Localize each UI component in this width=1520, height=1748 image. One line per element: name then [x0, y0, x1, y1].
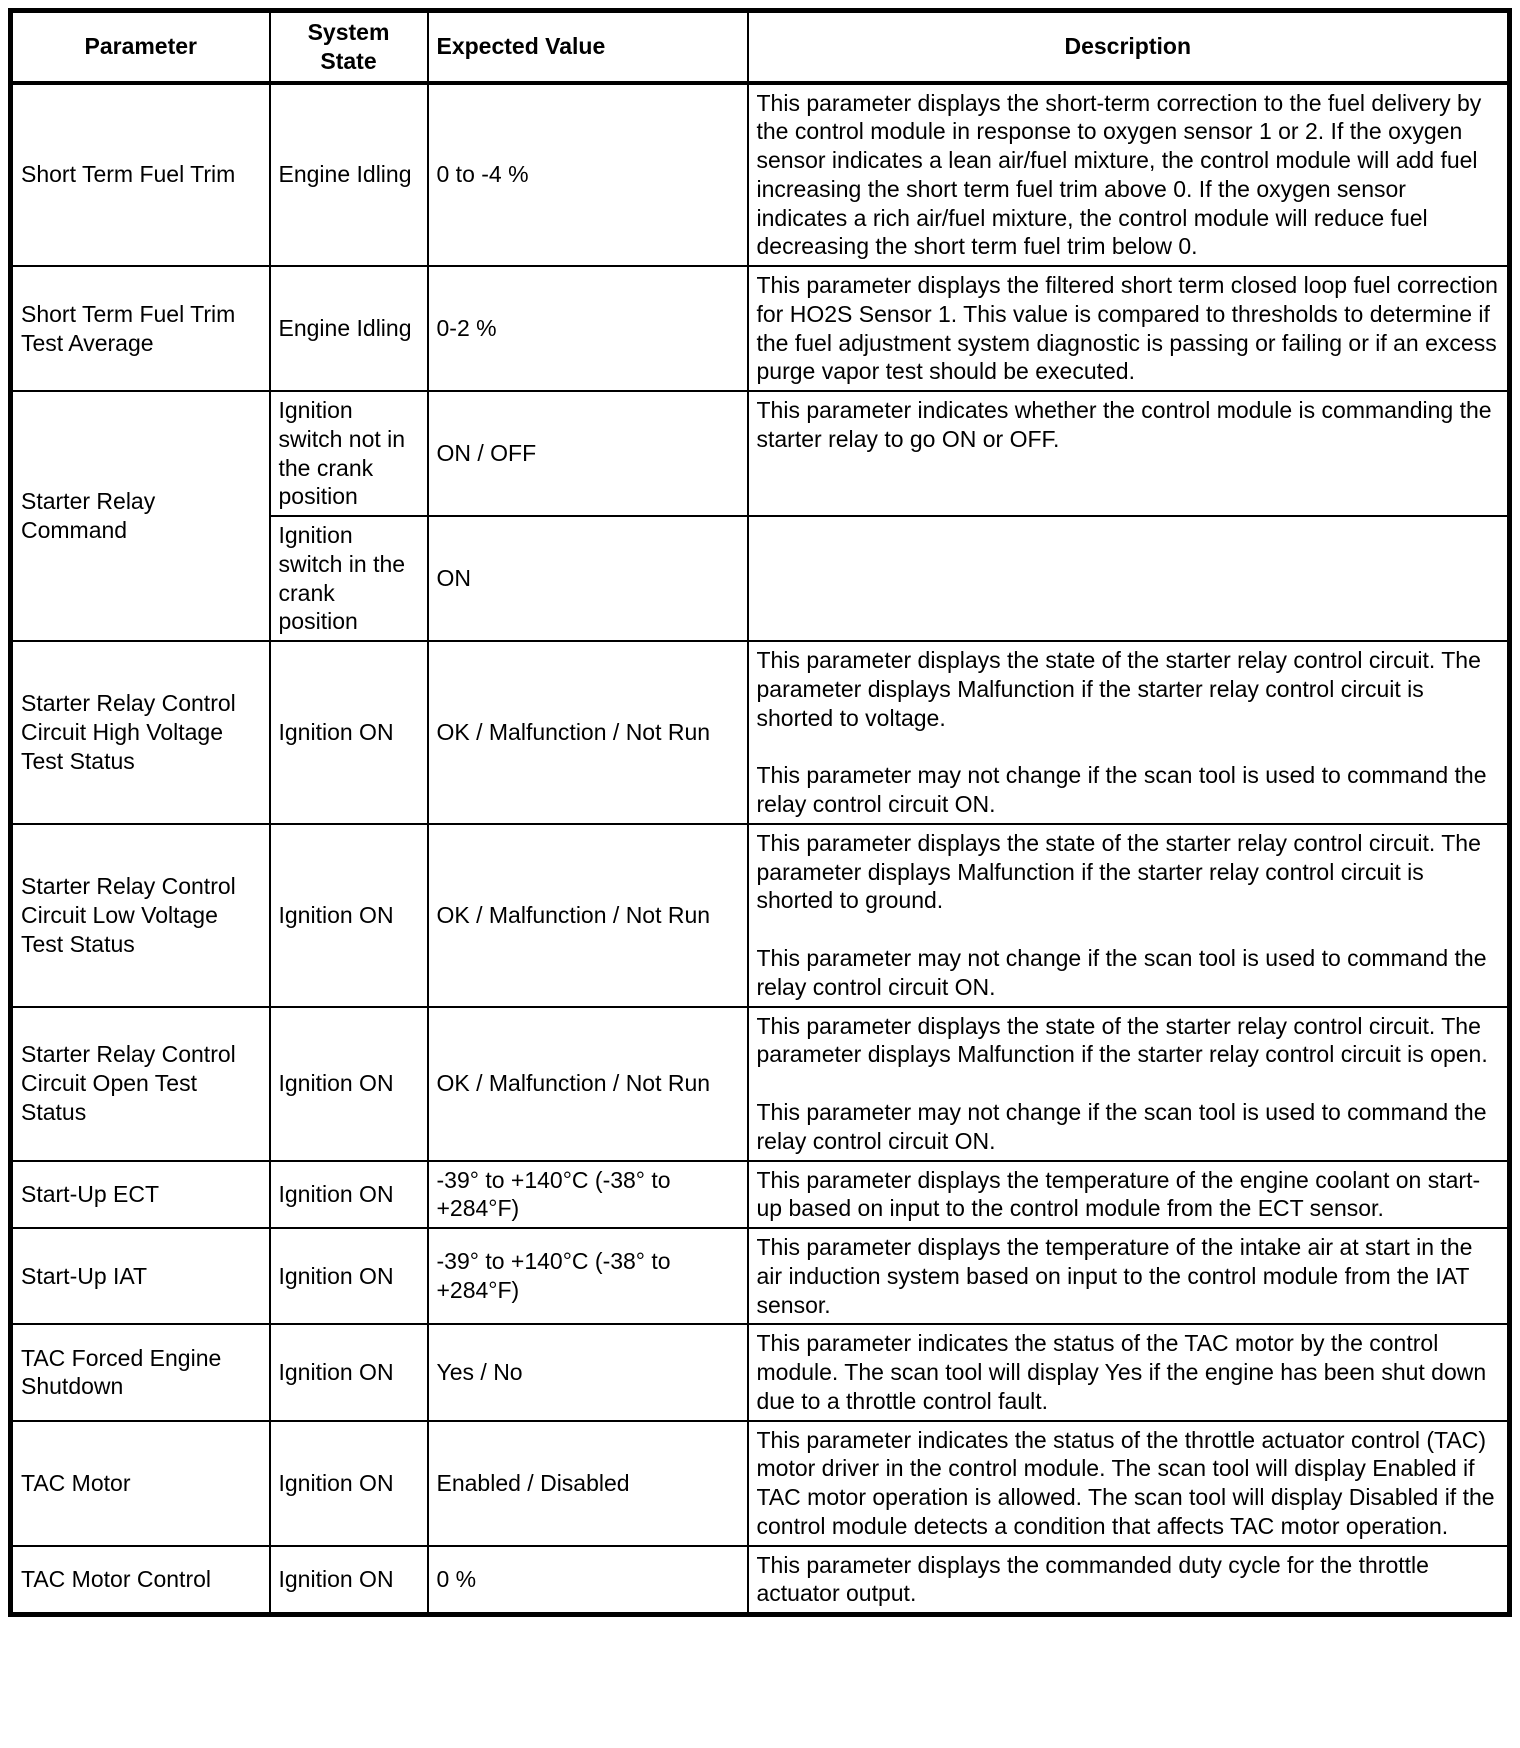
cell-expected-value: OK / Malfunction / Not Run — [428, 824, 748, 1007]
cell-expected-value: ON / OFF — [428, 391, 748, 516]
table-row — [11, 824, 1510, 1007]
cell-expected-value: OK / Malfunction / Not Run — [428, 641, 748, 824]
cell-parameter: TAC Motor — [11, 1421, 270, 1546]
cell-parameter: Start-Up IAT — [11, 1228, 270, 1324]
description-paragraph: This parameter may not change if the scan tool is used to command the relay control circuit ON. — [756, 1099, 1487, 1154]
cell-expected-value: Yes / No — [428, 1324, 748, 1420]
cell-system-state: Engine Idling — [270, 266, 428, 391]
table-row — [11, 1421, 1510, 1546]
table-row — [11, 641, 1510, 824]
table-row — [11, 266, 1510, 391]
cell-expected-value: 0-2 % — [428, 266, 748, 391]
table-row — [11, 1007, 1510, 1161]
cell-parameter: Short Term Fuel Trim — [11, 83, 270, 267]
cell-expected-value: -39° to +140°C (-38° to +284°F) — [428, 1161, 748, 1229]
cell-system-state: Ignition ON — [270, 641, 428, 824]
table-row — [11, 1228, 1510, 1324]
cell-expected-value: ON — [428, 516, 748, 641]
cell-system-state: Ignition switch in the crank position — [270, 516, 428, 641]
header-row — [11, 11, 1510, 83]
table-row — [11, 1546, 1510, 1615]
header-cell-parameter: Parameter — [11, 11, 270, 83]
cell-system-state: Ignition switch not in the crank position — [270, 391, 428, 516]
cell-parameter: Short Term Fuel Trim Test Average — [11, 266, 270, 391]
table-row — [11, 83, 1510, 267]
cell-parameter: Starter Relay Command — [11, 391, 270, 641]
cell-system-state: Ignition ON — [270, 824, 428, 1007]
table-row — [11, 1324, 1510, 1420]
cell-parameter: Starter Relay Control Circuit Open Test Status — [11, 1007, 270, 1161]
cell-description — [748, 1007, 1510, 1161]
header-cell-expected-value: Expected Value — [428, 11, 748, 83]
cell-system-state: Ignition ON — [270, 1228, 428, 1324]
description-paragraph: This parameter displays the state of the starter relay control circuit. The parameter displays Malfunction if the starter relay control circuit is shorted to ground. — [756, 829, 1481, 914]
cell-expected-value: OK / Malfunction / Not Run — [428, 1007, 748, 1161]
cell-expected-value: Enabled / Disabled — [428, 1421, 748, 1546]
cell-system-state: Engine Idling — [270, 83, 428, 267]
scan-tool-parameters-table — [8, 8, 1512, 1617]
cell-description: This parameter indicates the status of the TAC motor by the control module. The scan tool will display Yes if the engine has been shut down due to a throttle control fault. — [748, 1324, 1510, 1420]
cell-parameter: Starter Relay Control Circuit High Voltage Test Status — [11, 641, 270, 824]
cell-description: This parameter displays the commanded duty cycle for the throttle actuator output. — [748, 1546, 1510, 1615]
cell-description: This parameter displays the short-term correction to the fuel delivery by the control module in response to oxygen sensor 1 or 2. If the oxygen sensor indicates a lean air/fuel mixture, the control module will add fuel increasing the short term fuel trim above 0. If the oxygen sensor indicates a rich air/fuel mixture, the control module will reduce fuel decreasing the short term fuel trim below 0. — [748, 83, 1510, 267]
description-paragraph: This parameter displays the state of the starter relay control circuit. The parameter displays Malfunction if the starter relay control circuit is shorted to voltage. — [756, 647, 1481, 731]
cell-expected-value: -39° to +140°C (-38° to +284°F) — [428, 1228, 748, 1324]
description-paragraph: This parameter may not change if the scan tool is used to command the relay control circuit ON. — [756, 762, 1487, 817]
cell-parameter: TAC Motor Control — [11, 1546, 270, 1615]
cell-description — [748, 641, 1510, 824]
cell-description: This parameter displays the temperature of the intake air at start in the air induction system based on input to the control module from the IAT sensor. — [748, 1228, 1510, 1324]
description-paragraph: This parameter displays the state of the starter relay control circuit. The parameter displays Malfunction if the starter relay control circuit is open. — [756, 1012, 1488, 1068]
table-row — [11, 1161, 1510, 1229]
cell-expected-value: 0 % — [428, 1546, 748, 1615]
cell-system-state: Ignition ON — [270, 1421, 428, 1546]
header-cell-system-state: System State — [270, 11, 428, 83]
cell-expected-value: 0 to -4 % — [428, 83, 748, 267]
cell-description: This parameter indicates whether the control module is commanding the starter relay to go ON or OFF. — [748, 391, 1510, 516]
cell-description: This parameter displays the temperature of the engine coolant on start-up based on input to the control module from the ECT sensor. — [748, 1161, 1510, 1229]
table-row — [11, 391, 1510, 516]
cell-system-state: Ignition ON — [270, 1007, 428, 1161]
cell-parameter: Starter Relay Control Circuit Low Voltage Test Status — [11, 824, 270, 1007]
cell-description: This parameter displays the filtered short term closed loop fuel correction for HO2S Sensor 1. This value is compared to thresholds to determine if the fuel adjustment system diagnostic is passing or failing or if an excess purge vapor test should be executed. — [748, 266, 1510, 391]
cell-system-state: Ignition ON — [270, 1161, 428, 1229]
cell-system-state: Ignition ON — [270, 1324, 428, 1420]
cell-description: This parameter indicates the status of the throttle actuator control (TAC) motor driver in the control module. The scan tool will display Enabled if TAC motor operation is allowed. The scan tool will display Disabled if the control module detects a condition that affects TAC motor operation. — [748, 1421, 1510, 1546]
cell-description — [748, 824, 1510, 1007]
cell-parameter: TAC Forced Engine Shutdown — [11, 1324, 270, 1420]
header-cell-description: Description — [748, 11, 1510, 83]
cell-system-state: Ignition ON — [270, 1546, 428, 1615]
cell-description-empty — [748, 516, 1510, 641]
description-paragraph: This parameter may not change if the scan tool is used to command the relay control circuit ON. — [756, 945, 1487, 1000]
cell-parameter: Start-Up ECT — [11, 1161, 270, 1229]
